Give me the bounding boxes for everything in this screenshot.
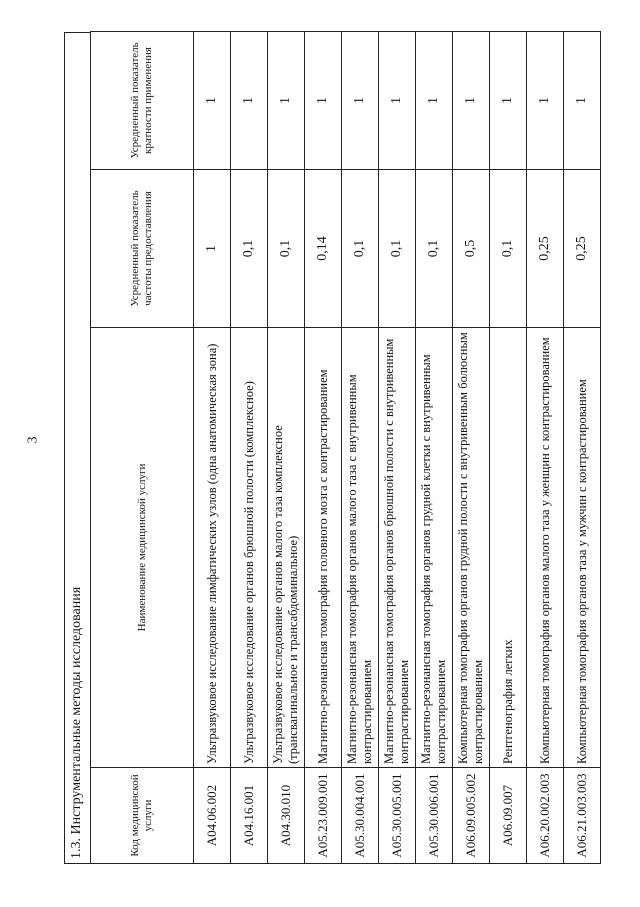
header-name: Наименование медицинской услуги xyxy=(91,328,194,768)
rotated-content xyxy=(64,32,607,864)
multiplicity-value: 1 xyxy=(416,32,453,170)
service-code: A05.30.004.001 xyxy=(342,768,379,864)
header-code: Код медицинской услуги xyxy=(91,768,194,864)
frequency-value: 0,14 xyxy=(305,170,342,328)
table-row xyxy=(268,32,305,864)
table-row xyxy=(453,32,490,864)
multiplicity-value: 1 xyxy=(305,32,342,170)
frequency-value: 0,25 xyxy=(527,170,564,328)
multiplicity-value: 1 xyxy=(453,32,490,170)
table-row xyxy=(342,32,379,864)
service-code: A06.20.002.003 xyxy=(527,768,564,864)
table-row xyxy=(231,32,268,864)
multiplicity-value: 1 xyxy=(268,32,305,170)
service-code: A04.30.010 xyxy=(268,768,305,864)
multiplicity-value: 1 xyxy=(564,32,601,170)
service-name: Магнитно-резонансная томография органов брюшной полости с внутривенным контрастированием xyxy=(379,328,416,768)
service-code: A04.06.002 xyxy=(194,768,231,864)
service-code: A06.09.007 xyxy=(490,768,527,864)
service-name: Магнитно-резонансная томография органов грудной клетки с внутривенным контрастированием xyxy=(416,328,453,768)
service-name: Ультразвуковое исследование органов брюшной полости (комплексное) xyxy=(231,328,268,768)
frequency-value: 0,1 xyxy=(268,170,305,328)
frequency-value: 0,1 xyxy=(490,170,527,328)
table-row xyxy=(416,32,453,864)
table-row xyxy=(379,32,416,864)
service-code: A04.16.001 xyxy=(231,768,268,864)
table-row xyxy=(490,32,527,864)
service-name: Магнитно-резонансная томография органов малого таза с внутривенным контрастированием xyxy=(342,328,379,768)
header-frequency: Усредненный показатель частоты предоставления xyxy=(91,170,194,328)
table-row xyxy=(564,32,601,864)
header-row xyxy=(91,32,194,864)
multiplicity-value: 1 xyxy=(231,32,268,170)
service-name: Рентгенография легких xyxy=(490,328,527,768)
service-code: A05.23.009.001 xyxy=(305,768,342,864)
frequency-value: 0,25 xyxy=(564,170,601,328)
service-name: Компьютерная томография органов малого таза у женщин с контрастированием xyxy=(527,328,564,768)
frequency-value: 0,5 xyxy=(453,170,490,328)
services-table xyxy=(90,31,601,864)
multiplicity-value: 1 xyxy=(490,32,527,170)
frequency-value: 0,1 xyxy=(379,170,416,328)
table-row xyxy=(305,32,342,864)
frequency-value: 1 xyxy=(194,170,231,328)
multiplicity-value: 1 xyxy=(342,32,379,170)
multiplicity-value: 1 xyxy=(379,32,416,170)
service-name: Ультразвуковое исследование органов малого таза комплексное (трансвагинальное и трансабдоминальное) xyxy=(268,328,305,768)
frequency-value: 0,1 xyxy=(231,170,268,328)
service-name: Магнитно-резонансная томография головного мозга с контрастированием xyxy=(305,328,342,768)
section-title: 1.3. Инструментальные методы исследования xyxy=(64,32,90,864)
service-name: Компьютерная томография органов таза у мужчин с контрастированием xyxy=(564,328,601,768)
service-name: Компьютерная томография органов грудной полости с внутривенным болюсным контрастированием xyxy=(453,328,490,768)
service-code: A05.30.006.001 xyxy=(416,768,453,864)
service-code: A06.21.003.003 xyxy=(564,768,601,864)
header-multiplicity: Усредненный показатель кратности применения xyxy=(91,32,194,170)
table-row xyxy=(527,32,564,864)
service-code: A05.30.005.001 xyxy=(379,768,416,864)
service-code: A06.09.005.002 xyxy=(453,768,490,864)
page-number: 3 xyxy=(25,436,41,444)
frequency-value: 0,1 xyxy=(416,170,453,328)
service-name: Ультразвуковое исследование лимфатических узлов (одна анатомическая зона) xyxy=(194,328,231,768)
frequency-value: 0,1 xyxy=(342,170,379,328)
multiplicity-value: 1 xyxy=(527,32,564,170)
multiplicity-value: 1 xyxy=(194,32,231,170)
table-row xyxy=(194,32,231,864)
